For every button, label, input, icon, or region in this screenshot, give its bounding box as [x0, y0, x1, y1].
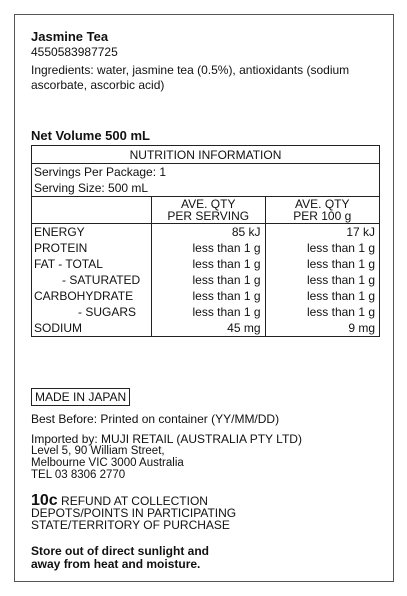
col-header-line: AVE. QTY	[180, 197, 236, 211]
per-100g-value: less than 1 g	[265, 304, 379, 320]
importer-line: TEL 03 8306 2770	[31, 469, 126, 481]
per-100g-value: 9 mg	[265, 320, 379, 337]
per-100g-col-header	[265, 197, 379, 224]
table-row	[32, 224, 380, 241]
nutrient-col-header	[32, 197, 152, 224]
serving-size: Serving Size: 500 mL	[32, 180, 380, 197]
refund-amount: 10c	[31, 492, 58, 509]
per-serving-value: 45 mg	[151, 320, 265, 337]
per-100g-value: 17 kJ	[265, 224, 379, 241]
col-header-line: PER 100 g	[293, 209, 352, 223]
storage-line: away from heat and moisture.	[31, 557, 201, 571]
nutrition-table	[31, 145, 380, 337]
importer-line: Level 5, 90 William Street,	[31, 445, 165, 457]
per-serving-value: less than 1 g	[151, 256, 265, 272]
importer-line: Imported by: MUJI RETAIL (AUSTRALIA PTY LTD)	[31, 432, 302, 446]
per-serving-col-header	[151, 197, 265, 224]
importer-line: Melbourne VIC 3000 Australia	[31, 457, 184, 469]
product-label	[14, 14, 394, 582]
net-volume: Net Volume 500 mL	[31, 128, 150, 143]
nutrient-name: SODIUM	[32, 320, 152, 337]
per-serving-value: less than 1 g	[151, 288, 265, 304]
table-row	[32, 272, 380, 288]
table-row	[32, 304, 380, 320]
col-header-line: AVE. QTY	[295, 197, 350, 211]
table-row	[32, 288, 380, 304]
per-serving-value: 85 kJ	[151, 224, 265, 241]
table-row	[32, 320, 380, 337]
per-serving-value: less than 1 g	[151, 240, 265, 256]
nutrient-name: - SATURATED	[32, 272, 152, 288]
nutrient-name: - SUGARS	[32, 304, 152, 320]
nutrient-name: CARBOHYDRATE	[32, 288, 152, 304]
product-name: Jasmine Tea	[31, 29, 109, 44]
refund-text: REFUND AT COLLECTION	[61, 494, 208, 508]
nutrient-name: FAT - TOTAL	[32, 256, 152, 272]
importer-block	[31, 433, 302, 481]
nutrient-name: ENERGY	[32, 224, 152, 241]
per-100g-value: less than 1 g	[265, 272, 379, 288]
nutrient-name: PROTEIN	[32, 240, 152, 256]
per-100g-value: less than 1 g	[265, 240, 379, 256]
table-row	[32, 240, 380, 256]
storage-instructions	[31, 545, 209, 571]
refund-block	[31, 492, 237, 532]
nutrition-heading: NUTRITION INFORMATION	[32, 146, 380, 164]
barcode-number: 4550583987725	[31, 45, 118, 59]
origin-box: MADE IN JAPAN	[31, 388, 130, 406]
ingredients-text: Ingredients: water, jasmine tea (0.5%), antioxidants (sodium ascorbate, ascorbic acid)	[31, 63, 350, 92]
best-before-text: Best Before: Printed on container (YY/MM/DD)	[31, 412, 280, 426]
per-100g-value: less than 1 g	[265, 288, 379, 304]
per-serving-value: less than 1 g	[151, 304, 265, 320]
per-serving-value: less than 1 g	[151, 272, 265, 288]
per-100g-value: less than 1 g	[265, 256, 379, 272]
refund-line: STATE/TERRITORY OF PURCHASE	[31, 518, 230, 532]
servings-per-package: Servings Per Package: 1	[32, 164, 380, 181]
refund-line: DEPOTS/POINTS IN PARTICIPATING	[31, 506, 237, 520]
table-row	[32, 256, 380, 272]
storage-line: Store out of direct sunlight and	[31, 544, 209, 558]
col-header-line: PER SERVING	[167, 209, 250, 223]
